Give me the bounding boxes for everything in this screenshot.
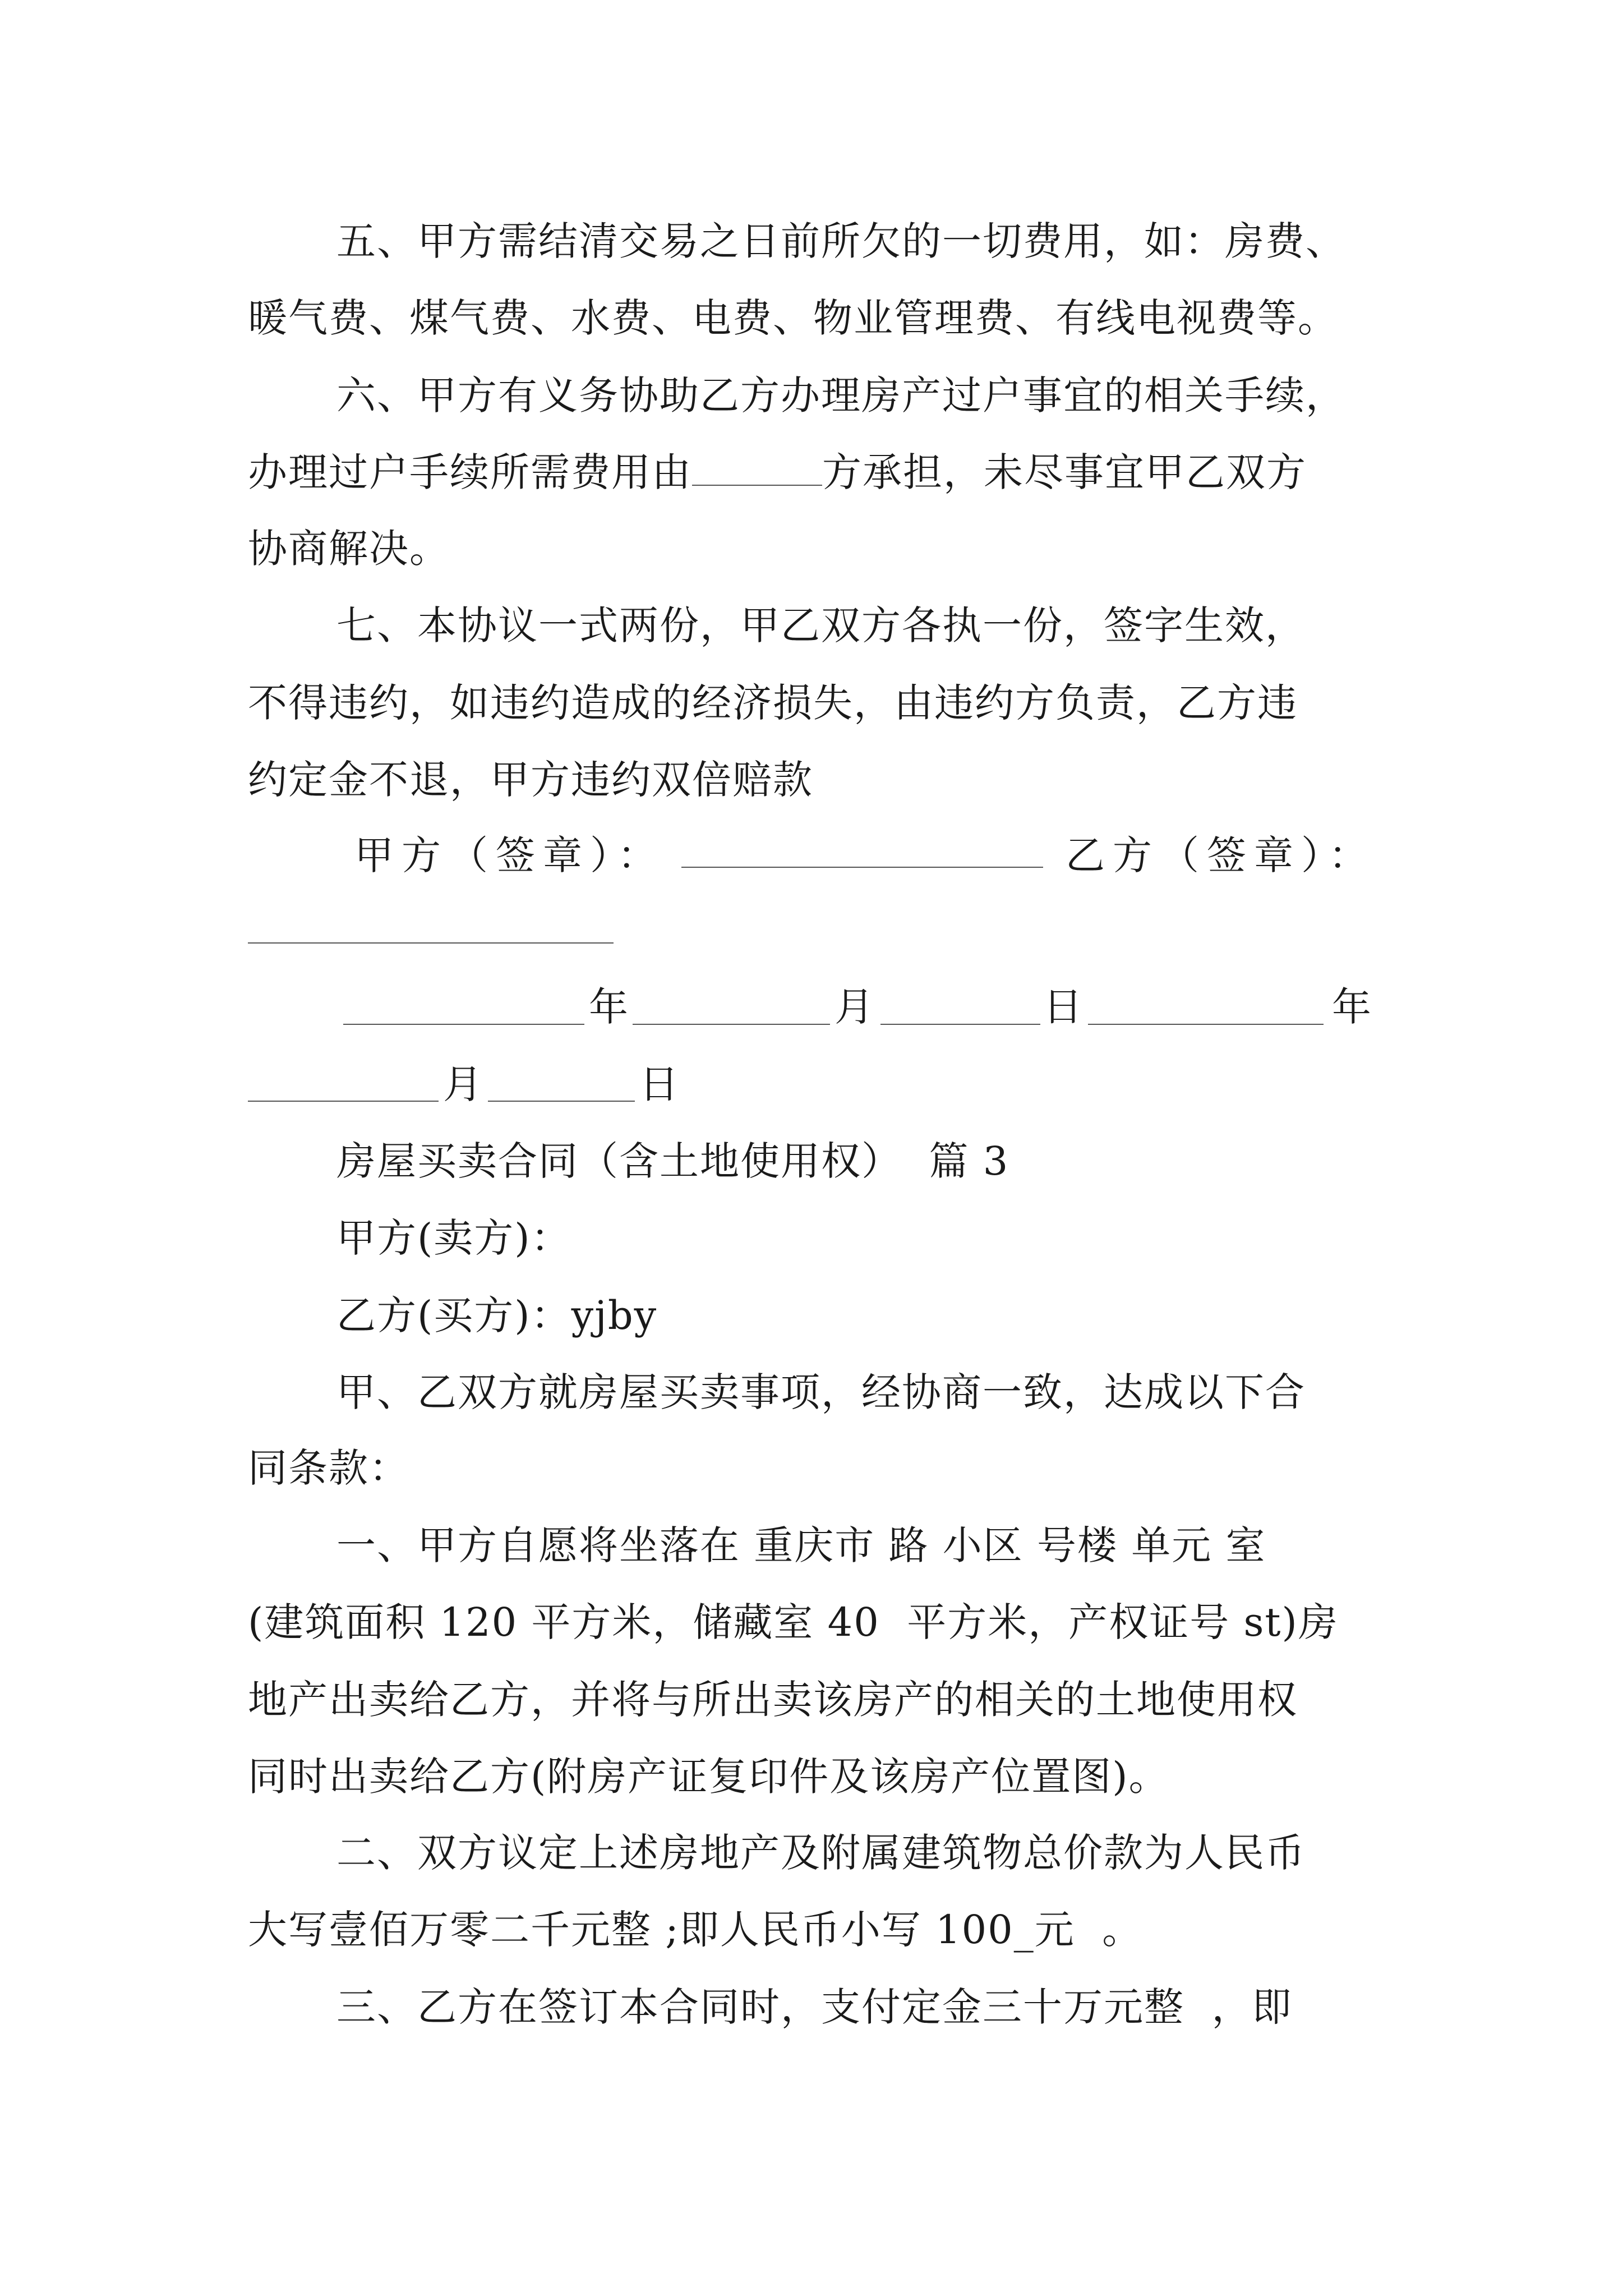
clause-6-line-2-after: 方承担，未尽事宜甲乙双方 [822, 449, 1307, 495]
buyer-label: 乙方(买方)：yjby [336, 1292, 658, 1338]
clause-1-line-2: (建筑面积 120 平方米，储藏室 40 平方米，产权证号 st)房 [248, 1599, 1339, 1645]
date-a-month-blank [633, 1024, 830, 1025]
date-b-year-blank [1088, 1024, 1324, 1025]
party-a-signature-blank [681, 867, 1043, 868]
date-a-month-label: 月 [834, 984, 875, 1030]
clause-6-line-3: 协商解决。 [248, 526, 450, 572]
date-b-month-blank [248, 1101, 439, 1102]
date-b-day-blank [488, 1101, 635, 1102]
date-a-year-blank [343, 1024, 584, 1025]
clause-5-line-1: 五、甲方需结清交易之日前所欠的一切费用，如：房费、 [336, 218, 1346, 264]
clause-1-line-4: 同时出卖给乙方(附房产证复印件及该房产位置图)。 [248, 1754, 1169, 1800]
date-a-day-label: 日 [1043, 984, 1083, 1030]
party-b-signature-label: 乙方（签章）： [1066, 832, 1376, 878]
clause-2-line-2: 大写壹佰万零二千元整 ;即人民币小写 100_元 。 [248, 1907, 1143, 1953]
seller-label: 甲方(卖方)： [336, 1215, 571, 1261]
date-a-day-blank [880, 1024, 1040, 1025]
date-a-year-label: 年 [589, 984, 629, 1030]
clause-1-line-1: 一、甲方自愿将坐落在 重庆市 路 小区 号楼 单元 室 [336, 1522, 1266, 1568]
clause-7-line-1: 七、本协议一式两份，甲乙双方各执一份，签字生效， [336, 602, 1306, 648]
intro-line-1: 甲、乙双方就房屋买卖事项，经协商一致，达成以下合 [336, 1369, 1306, 1415]
clause-2-line-1: 二、双方议定上述房地产及附属建筑物总价款为人民币 [336, 1830, 1306, 1876]
clause-5-line-2: 暖气费、煤气费、水费、电费、物业管理费、有线电视费等。 [248, 295, 1338, 341]
date-b-day-label: 日 [639, 1061, 680, 1107]
clause-6-line-2 [248, 447, 1307, 498]
clause-6-line-1: 六、甲方有义务协助乙方办理房产过户事宜的相关手续， [336, 372, 1346, 418]
date-b-month-label: 月 [443, 1061, 483, 1107]
clause-6-line-2-before: 办理过户手续所需费用由 [248, 449, 692, 495]
clause-7-line-2: 不得违约，如违约造成的经济损失，由违约方负责，乙方违 [248, 680, 1298, 726]
intro-line-2: 同条款： [248, 1445, 409, 1491]
party-b-signature-blank [248, 942, 614, 944]
fee-payer-blank [692, 452, 822, 486]
clause-7-line-3: 约定金不退，甲方违约双倍赔款 [248, 757, 813, 803]
clause-3-line-1: 三、乙方在签订本合同时，支付定金三十万元整 ，即 [336, 1984, 1293, 2030]
clause-1-line-3: 地产出卖给乙方，并将与所出卖该房产的相关的土地使用权 [248, 1677, 1298, 1723]
section-3-title: 房屋买卖合同（含土地使用权） 篇 3 [336, 1138, 1009, 1184]
party-a-signature-label: 甲方（签章）： [354, 832, 665, 878]
date-b-year-label: 年 [1332, 984, 1372, 1030]
